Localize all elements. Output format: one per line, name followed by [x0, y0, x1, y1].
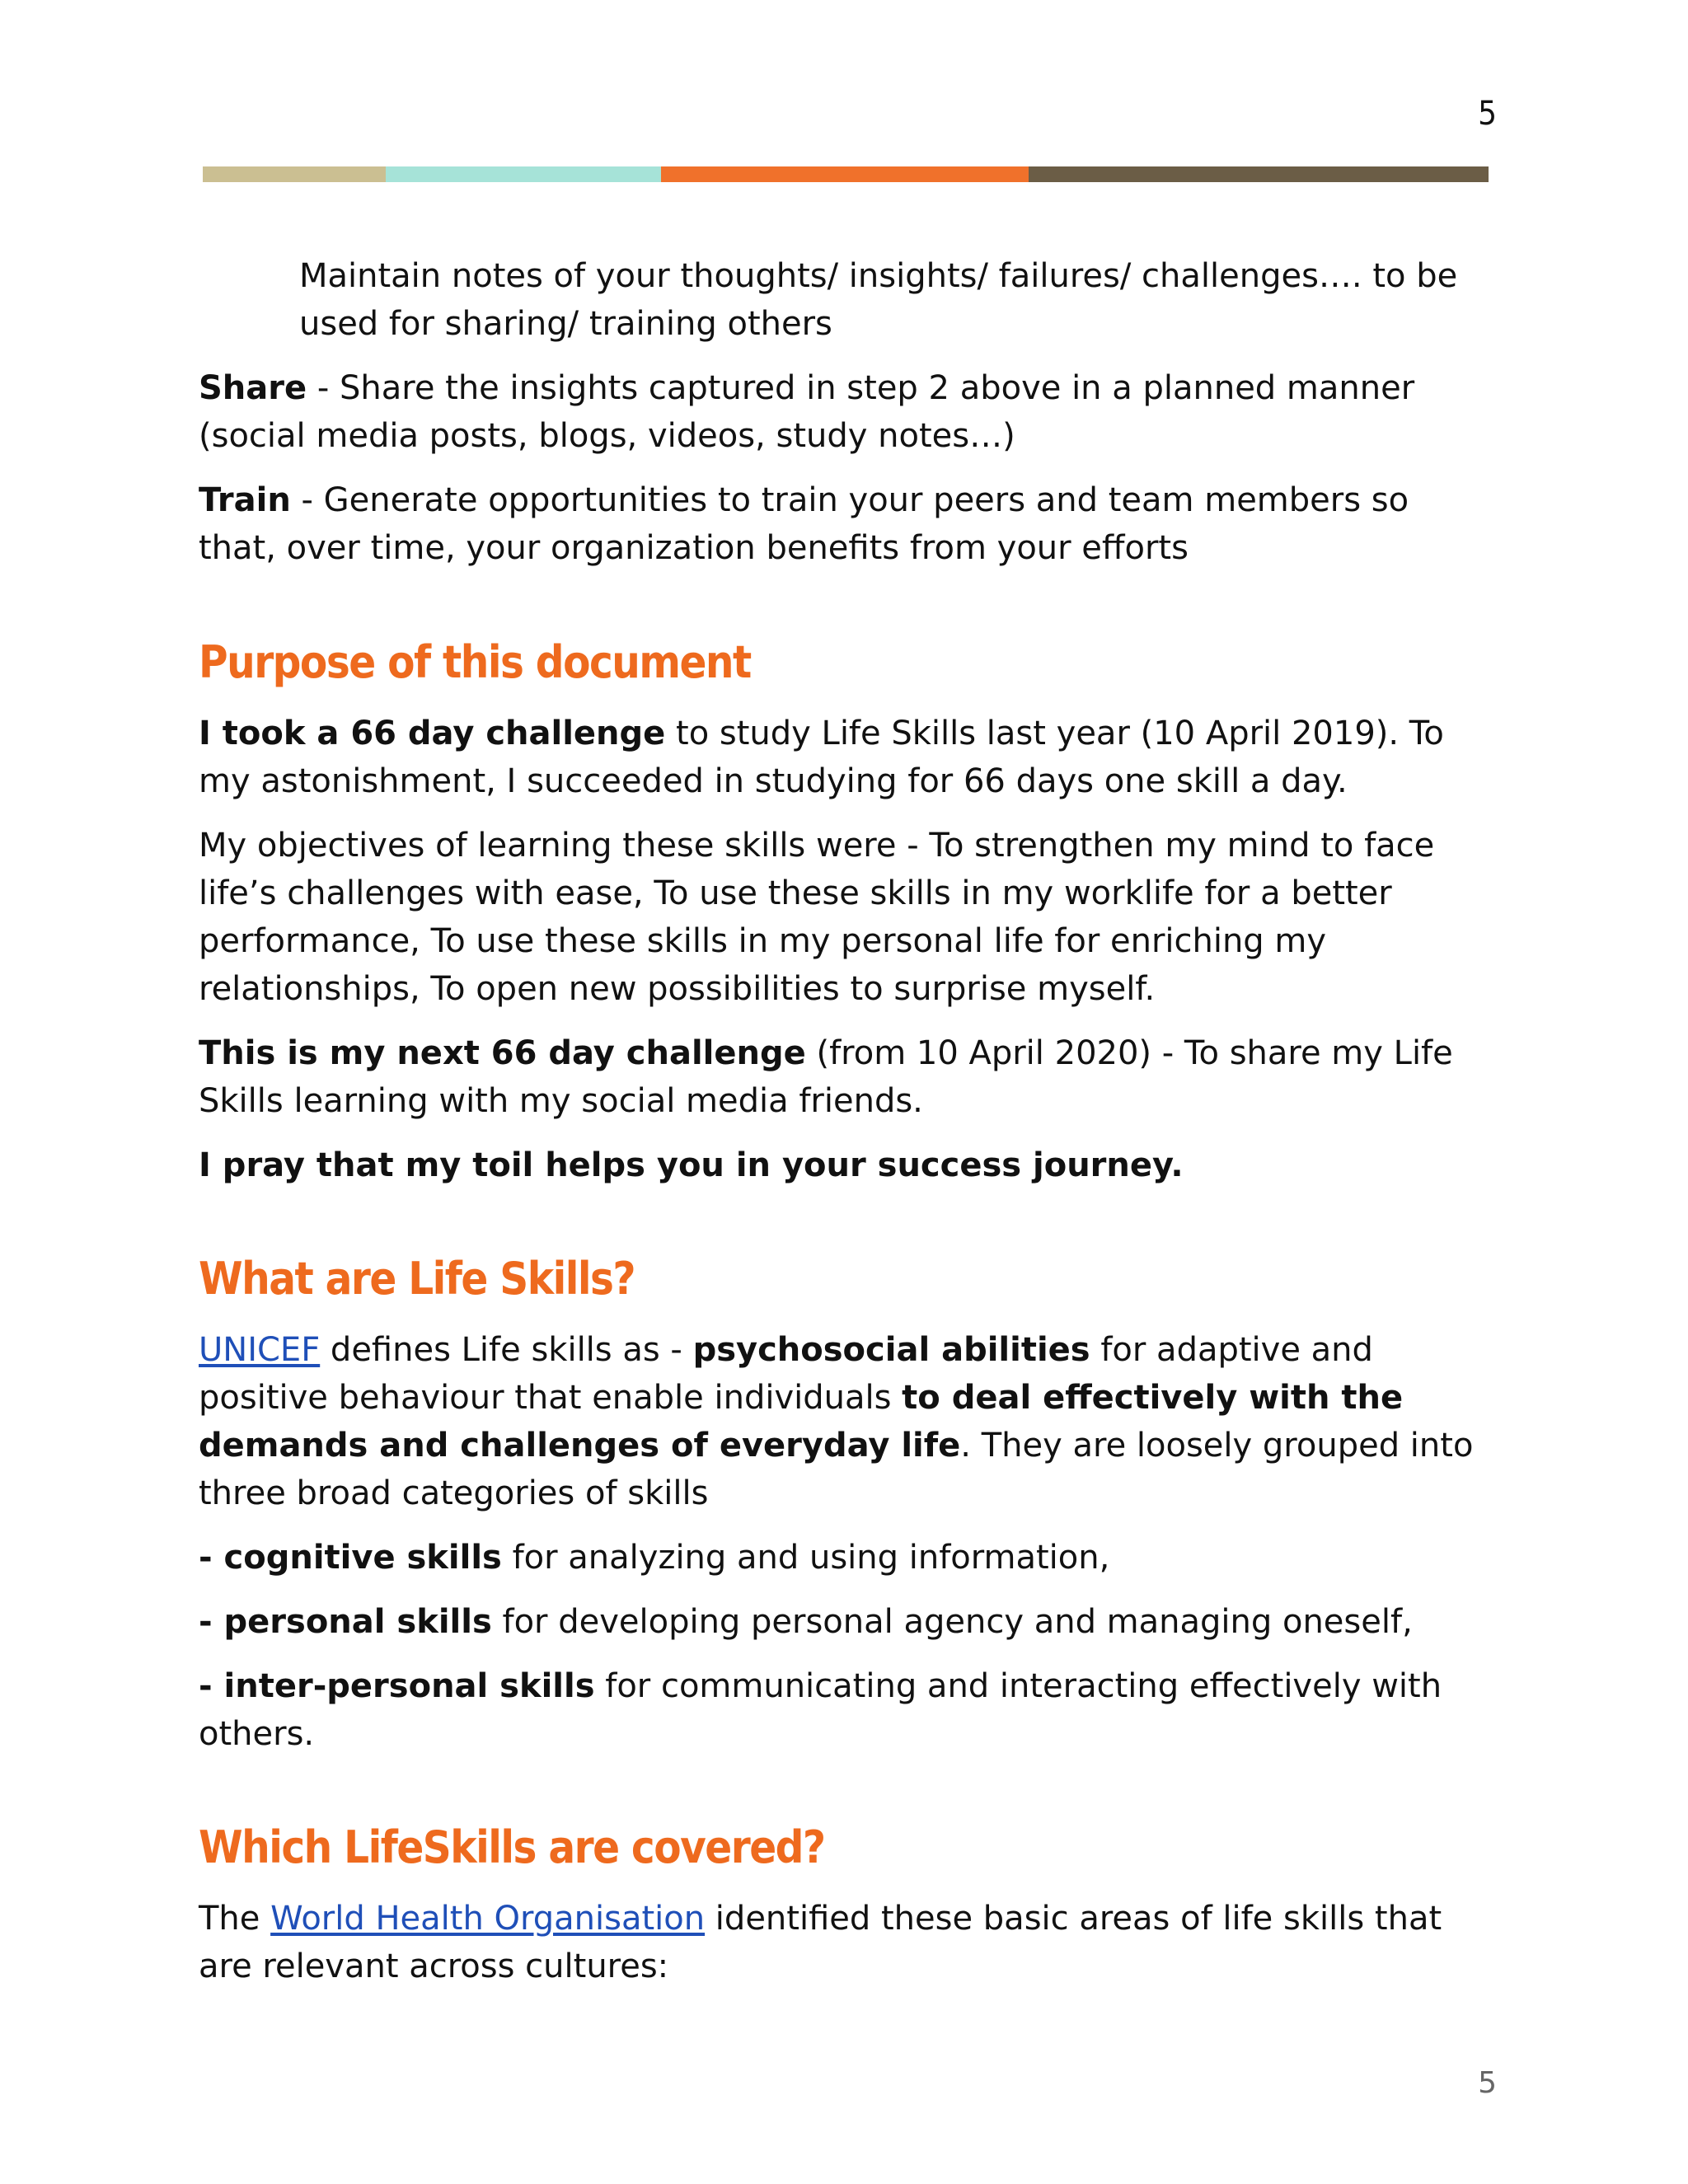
purpose-paragraph-3: This is my next 66 day challenge (from 10 April 2020) - To share my Life Skills learning with my social media friends. [199, 1034, 1453, 1120]
skill-category-cognitive: - cognitive skills for analyzing and using information, [199, 1539, 1110, 1577]
purpose-paragraph-4: I pray that my toil helps you in your success journey. [199, 1146, 1184, 1184]
color-bar-segment-tan [203, 166, 386, 182]
page-number-bottom: 5 [1478, 2066, 1497, 2100]
train-label: Train [199, 481, 291, 519]
which-paragraph: The World Health Organisation identified these basic areas of life skills that are relevant across cultures: [199, 1900, 1442, 1985]
unicef-link[interactable]: UNICEF [199, 1331, 321, 1369]
share-paragraph: Share - Share the insights captured in step 2 above in a planned manner (social media posts, blogs, videos, study notes…) [199, 369, 1415, 455]
section-heading-which: Which LifeSkills are covered? [199, 1821, 825, 1873]
purpose-paragraph-2: My objectives of learning these skills were - To strengthen my mind to face life’s challenges with ease, To use these skills in my worklife for a better performance, To use these skills in my personal life for enriching my relationships, To open new possibilities to surprise myself. [199, 827, 1435, 1008]
purpose-paragraph-1: I took a 66 day challenge to study Life Skills last year (10 April 2019). To my astonishment, I succeeded in studying for 66 days one skill a day. [199, 715, 1444, 800]
share-label: Share [199, 369, 307, 407]
notes-paragraph: Maintain notes of your thoughts/ insights/ failures/ challenges…. to be used for sharing/ training others [299, 257, 1458, 343]
color-bar-segment-orange [661, 166, 1029, 182]
color-bar-segment-brown [1029, 166, 1489, 182]
section-heading-what: What are Life Skills? [199, 1253, 635, 1305]
train-paragraph: Train - Generate opportunities to train your peers and team members so that, over time, your organization benefits from your efforts [199, 481, 1409, 567]
color-bar-segment-aqua [386, 166, 661, 182]
skill-category-personal: - personal skills for developing personal agency and managing oneself, [199, 1603, 1413, 1641]
document-body [199, 252, 1493, 2007]
header-color-bar [203, 166, 1489, 182]
section-heading-purpose: Purpose of this document [199, 636, 751, 688]
skill-category-interpersonal: - inter-personal skills for communicating and interacting effectively with others. [199, 1667, 1442, 1753]
who-link[interactable]: World Health Organisation [270, 1900, 706, 1938]
what-paragraph: UNICEF defines Life skills as - psychosocial abilities for adaptive and positive behaviour that enable individuals to deal effectively with the demands and challenges of everyday life. They are loosely grouped into three broad categories of skills [199, 1331, 1474, 1512]
page-number-top: 5 [1478, 95, 1497, 133]
